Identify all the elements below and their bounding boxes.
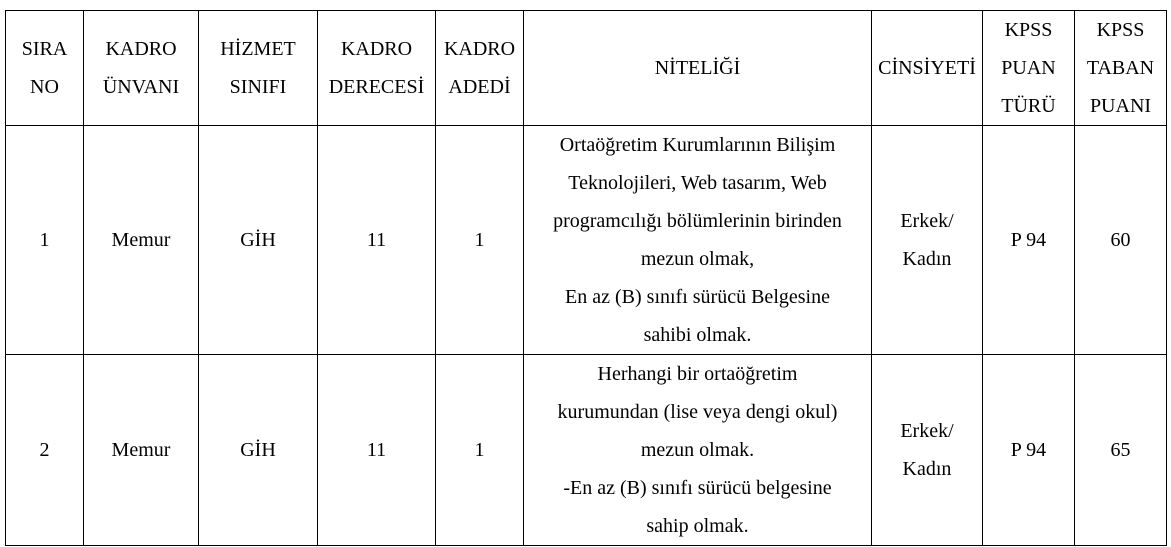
header-sira-no — [6, 11, 84, 126]
niteligi-line: Ortaöğretim Kurumlarının Bilişim — [559, 134, 836, 156]
niteligi-line: -En az (B) sınıfı sürücü belgesine — [563, 477, 832, 499]
niteligi-line: Herhangi bir ortaöğretim — [597, 363, 798, 385]
header-line: NİTELİĞİ — [654, 57, 741, 79]
niteligi-line: kurumundan (lise veya dengi okul) — [557, 401, 838, 423]
header-kpss-puan-turu — [983, 11, 1075, 126]
cell-hizmet-sinifi: GİH — [199, 126, 318, 355]
header-line: KADRO — [340, 38, 413, 60]
niteligi-line: En az (B) sınıfı sürücü Belgesine — [565, 286, 830, 308]
header-line: SIRA — [21, 38, 68, 60]
header-kadro-derecesi — [318, 11, 436, 126]
header-kadro-unvani — [84, 11, 199, 126]
cell-sira-no: 2 — [6, 355, 84, 546]
header-cinsiyeti — [872, 11, 983, 126]
header-niteligi — [524, 11, 872, 126]
header-hizmet-sinifi — [199, 11, 318, 126]
header-line: ÜNVANI — [102, 76, 180, 98]
cinsiyeti-line: Erkek/ — [900, 420, 954, 442]
niteligi-line: sahibi olmak. — [643, 324, 752, 346]
cinsiyeti-line: Kadın — [902, 248, 952, 270]
cell-niteligi — [524, 355, 872, 546]
header-line: DERECESİ — [328, 76, 425, 98]
cell-cinsiyeti — [872, 126, 983, 355]
cell-kpss-taban-puani: 60 — [1075, 126, 1167, 355]
header-row — [6, 11, 1167, 126]
header-line: KADRO — [105, 38, 177, 60]
cell-kadro-unvani: Memur — [84, 126, 199, 355]
header-line: KPSS — [1004, 19, 1053, 41]
cell-sira-no: 1 — [6, 126, 84, 355]
cell-kpss-puan-turu: P 94 — [983, 126, 1075, 355]
header-line: TABAN — [1086, 57, 1155, 79]
header-kadro-adedi — [436, 11, 524, 126]
cell-cinsiyeti — [872, 355, 983, 546]
cinsiyeti-line: Kadın — [902, 458, 952, 480]
niteligi-line: mezun olmak. — [640, 439, 755, 461]
cell-niteligi — [524, 126, 872, 355]
header-line: CİNSİYETİ — [878, 57, 976, 79]
header-line: KADRO — [443, 38, 516, 60]
header-line: HİZMET — [220, 38, 296, 60]
cell-kadro-adedi: 1 — [436, 355, 524, 546]
header-line: ADEDİ — [448, 76, 511, 98]
cell-hizmet-sinifi: GİH — [199, 355, 318, 546]
cinsiyeti-line: Erkek/ — [900, 210, 954, 232]
kadro-table — [5, 10, 1167, 546]
cell-kadro-unvani: Memur — [84, 355, 199, 546]
cell-kpss-taban-puani: 65 — [1075, 355, 1167, 546]
header-line: PUANI — [1089, 95, 1152, 117]
cell-kadro-adedi: 1 — [436, 126, 524, 355]
table-row — [6, 126, 1167, 355]
header-line: TÜRÜ — [1001, 95, 1056, 117]
header-line: NO — [30, 76, 59, 98]
niteligi-line: sahip olmak. — [646, 515, 749, 537]
cell-kadro-derecesi: 11 — [318, 126, 436, 355]
niteligi-line: Teknolojileri, Web tasarım, Web — [568, 172, 827, 194]
header-line: KPSS — [1096, 19, 1145, 41]
niteligi-line: mezun olmak, — [640, 248, 755, 270]
cell-kpss-puan-turu: P 94 — [983, 355, 1075, 546]
header-line: PUAN — [1001, 57, 1056, 79]
niteligi-line: programcılığı bölümlerinin birinden — [553, 210, 842, 232]
header-kpss-taban-puani — [1075, 11, 1167, 126]
cell-kadro-derecesi: 11 — [318, 355, 436, 546]
table-row — [6, 355, 1167, 546]
header-line: SINIFI — [229, 76, 287, 98]
